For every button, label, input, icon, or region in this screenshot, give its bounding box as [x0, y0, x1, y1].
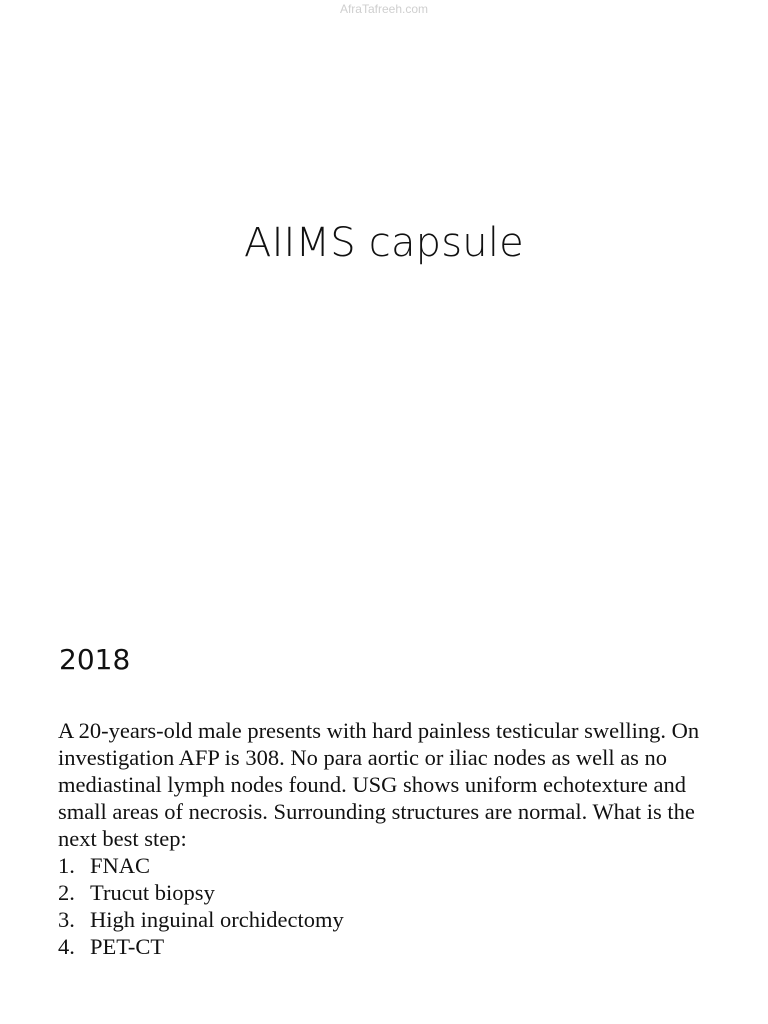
- option-number: 1.: [58, 853, 75, 878]
- options-list: [58, 852, 718, 960]
- question-block: [58, 717, 718, 960]
- watermark: AfraTafreeh.com: [339, 2, 429, 16]
- option-label: PET-CT: [90, 934, 165, 959]
- option-number: 3.: [58, 907, 75, 932]
- option-number: 4.: [58, 934, 75, 959]
- page-title: AIIMS capsule: [244, 220, 524, 266]
- option-label: Trucut biopsy: [90, 880, 215, 905]
- option-label: FNAC: [90, 853, 151, 878]
- option-item: [58, 933, 718, 960]
- option-item: [58, 906, 718, 933]
- option-item: [58, 852, 718, 879]
- year-heading: 2018: [59, 643, 131, 676]
- option-item: [58, 879, 718, 906]
- option-number: 2.: [58, 880, 75, 905]
- question-text: A 20-years-old male presents with hard painless testicular swelling. On investigation AFP is 308. No para aortic or iliac nodes as well as no mediastinal lymph nodes found. USG shows uniform echotexture and small areas of necrosis. Surrounding structures are normal. What is the next best step:: [58, 718, 700, 851]
- option-label: High inguinal orchidectomy: [90, 907, 344, 932]
